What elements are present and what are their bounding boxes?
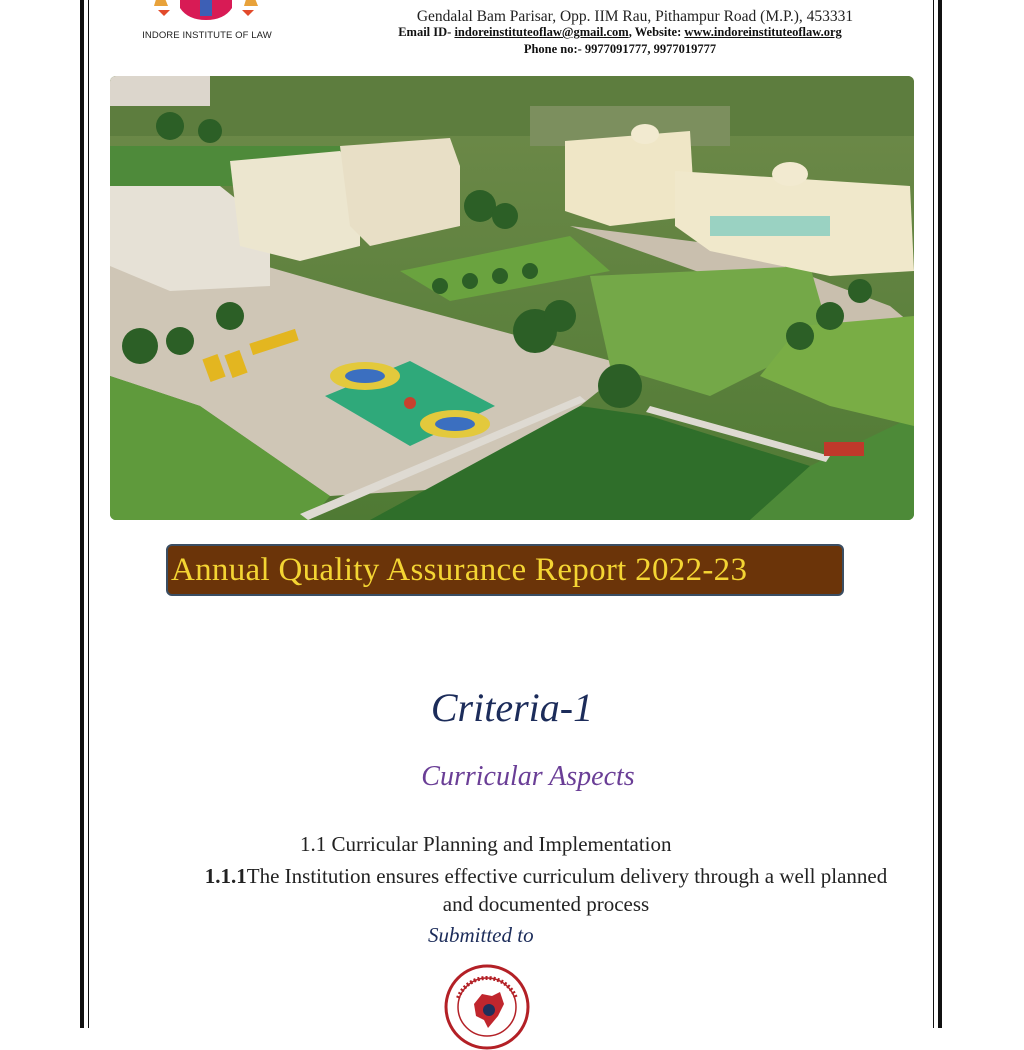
institute-logo xyxy=(112,0,302,50)
logo-emblem-icon xyxy=(150,0,262,26)
email-label: Email ID- xyxy=(398,25,452,39)
logo-text: INDORE INSTITUTE OF LAW xyxy=(142,30,272,41)
email-link[interactable]: indoreinstituteoflaw@gmail.com xyxy=(454,25,629,39)
metric-text: The Institution ensures effective curriculum delivery through a well planned and documented process xyxy=(246,864,888,916)
report-title: Annual Quality Assurance Report 2022-23 xyxy=(171,551,748,588)
website-link[interactable]: www.indoreinstituteoflaw.org xyxy=(684,25,842,39)
campus-aerial-photo xyxy=(110,76,914,520)
report-title-banner xyxy=(166,544,844,596)
metric-description xyxy=(196,862,896,918)
institute-address: Gendalal Bam Parisar, Opp. IIM Rau, Pithampur Road (M.P.), 453331 xyxy=(416,8,854,25)
contact-email-line xyxy=(300,25,940,40)
metric-number: 1.1.1 xyxy=(204,864,247,888)
criteria-heading: Criteria-1 xyxy=(430,685,594,730)
submitted-to-label: Submitted to xyxy=(428,923,534,947)
naac-seal-icon xyxy=(444,964,530,1050)
phone-numbers: Phone no:- 9977091777, 9977019777 xyxy=(523,42,717,56)
section-heading: 1.1 Curricular Planning and Implementation xyxy=(300,832,672,856)
criteria-subtitle: Curricular Aspects xyxy=(421,761,635,792)
website-label: , Website: xyxy=(628,25,682,39)
